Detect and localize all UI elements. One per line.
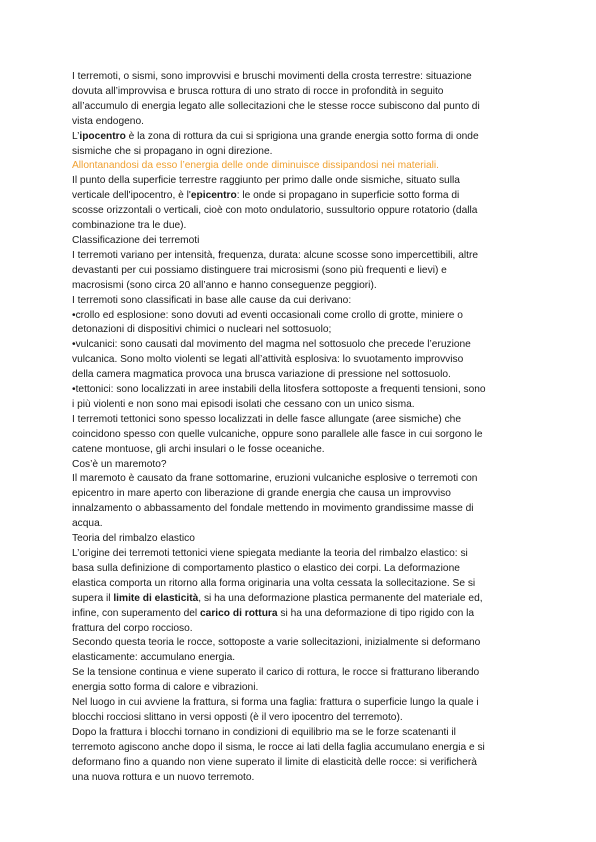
text-line: L’origine dei terremoti tettonici viene spiegata mediante la teoria del rimbalzo elastico: si [72,548,468,559]
bullet-vulcanici: •vulcanici: sono causati dal movimento del magma nel sottosuolo che precede l’eruzione [72,339,471,351]
text-line: sismiche che si propagano in ogni direzione. [72,145,273,157]
heading-teoria: Teoria del rimbalzo elastico [72,533,195,545]
text-line: deformano fino a quando non viene superato il limite di elasticità delle rocce: si verificherà [72,756,477,768]
bullet-tettonici: •tettonici: sono localizzati in aree instabili della litosfera sottoposte a frequenti tensioni, sono [72,384,486,396]
term-epicentro: epicentro [190,190,237,202]
text-line: all’accumulo di energia legato alle sollecitazioni che le stesse rocce subiscono dal punto di [72,100,480,112]
text-line: i più violenti e non sono mai episodi isolati che cessano con un unico sisma. [72,398,415,410]
text-line: devastanti per cui possiamo distinguere trai microsismi (sono più frequenti e lievi) e [72,264,447,276]
text-line: dovuta all’improvvisa e brusca rottura di uno strato di rocce in profondità in seguito [72,85,444,97]
text-line: elasticamente: accumulano energia. [72,652,236,664]
text-line: Se la tensione continua e viene superato il carico di rottura, le rocce si fratturano liberando [72,667,480,679]
heading-classificazione: Classificazione dei terremoti [72,234,200,246]
document-body [72,70,524,786]
term-ipocentro: ipocentro [79,130,126,142]
text-line: basa sulla definizione di comportamento plastico o elastico dei corpi. La deformazione [72,562,460,574]
text-line: catene montuose, gli archi insulari o le fosse oceaniche. [72,443,325,455]
text-line: Secondo questa teoria le rocce, sottoposte a varie sollecitazioni, inizialmente si deformano [72,637,481,649]
text-line: I terremoti tettonici sono spesso localizzati in delle fasce allungate (aree sismiche) che [72,413,462,425]
text-line: epicentro in mare aperto con liberazione di grande energia che causa un improvviso [72,488,451,500]
text-line: della camera magmatica provoca una brusca variazione di pressione nel sottosuolo. [72,369,451,381]
highlighted-line: Allontanandosi da esso l’energia delle onde diminuisce dissipandosi nei materiali. [72,160,439,172]
text-line: I terremoti, o sismi, sono improvvisi e bruschi movimenti della crosta terrestre: situazione [72,71,472,82]
text-line: combinazione tra le due). [72,220,187,232]
text-line: coincidono spesso con quelle vulcaniche, oppure sono parallele alle fasce in cui sorgono le [72,428,483,440]
text-line: I terremoti variano per intensità, frequenza, durata: alcune scosse sono impercettibili, altre [72,249,479,261]
text-line: detonazioni di dispositivi chimici o nucleari nel sottosuolo; [72,324,332,336]
text-line: Il punto della superficie terrestre raggiunto per primo dalle onde sismiche, situato sulla [72,175,460,187]
bullet-crollo: •crollo ed esplosione: sono dovuti ad eventi occasionali come crollo di grotte, miniere o [72,309,463,321]
text-line: vista endogeno. [72,115,144,127]
text-line: Nel luogo in cui avviene la frattura, si forma una faglia: frattura o superficie lungo la quale i [72,697,479,709]
heading-maremoto: Cos’è un maremoto? [72,458,167,470]
text-line: una nuova rottura e un nuovo terremoto. [72,771,255,783]
text-line: innalzamento o abbassamento del fondale mettendo in movimento grandissime masse di [72,503,474,515]
rottura-line: infine, con superamento del carico di rottura si ha una deformazione di tipo rigido con la [72,607,475,619]
ipocentro-definition: L’ipocentro è la zona di rottura da cui si sprigiona una grande energia sotto forma di onde [72,130,479,142]
text-line: macrosismi (sono circa 20 all’anno e hanno conseguenze peggiori). [72,279,377,291]
elasticita-line: supera il limite di elasticità, si ha una deformazione plastica permanente del materiale ed, [72,592,483,604]
term-limite-elasticita: limite di elasticità [113,592,199,604]
term-carico-rottura: carico di rottura [200,607,278,619]
text-line: acqua. [72,518,103,530]
text-line: I terremoti sono classificati in base alle cause da cui derivano: [72,294,352,306]
text-line: terremoto agiscono anche dopo il sisma, le rocce ai lati della faglia accumulano energia e si [72,741,485,753]
text-line: energia sotto forma di calore e vibrazioni. [72,682,259,694]
text-line: scosse orizzontali o verticali, cioè con moto ondulatorio, sussultorio oppure rotatorio (dalla [72,205,478,217]
text-line: elastica comporta un ritorno alla forma originaria una volta cessata la sollecitazione. Se si [72,577,476,589]
text-line: blocchi rocciosi slittano in versi opposti (è il vero ipocentro del terremoto). [72,711,403,723]
epicentro-definition: verticale dell'ipocentro, è l'epicentro: le onde si propagano in superficie sotto forma di [72,190,460,202]
text-line: Il maremoto è causato da frane sottomarine, eruzioni vulcaniche esplosive o terremoti con [72,473,478,485]
text-line: vulcanica. Sono molto violenti se legati all’attività esplosiva: lo svuotamento improvviso [72,354,464,366]
text-line: Dopo la frattura i blocchi tornano in condizioni di equilibrio ma se le forze scatenanti il [72,726,456,738]
text-line: frattura del corpo roccioso. [72,622,193,634]
